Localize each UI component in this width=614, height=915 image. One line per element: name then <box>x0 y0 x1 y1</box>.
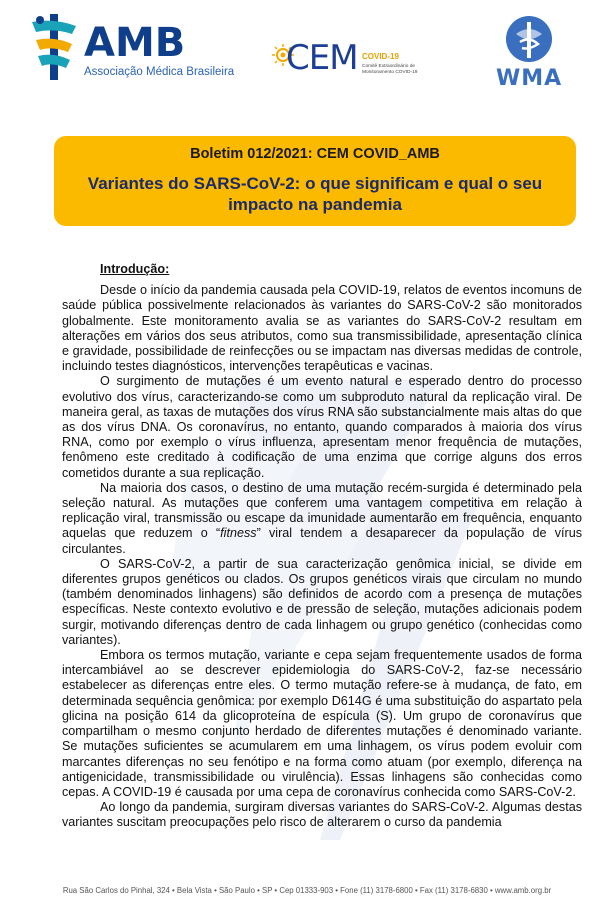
title-banner <box>54 136 576 226</box>
paragraph-6: Ao longo da pandemia, surgiram diversas variantes do SARS-CoV-2. Algumas destas variantes suscitam preocupações pelo risco de alterarem o curso da pandemia <box>62 800 582 830</box>
cem-committee-text: Comitê Extraordinário de Monitoramento COVID-19 <box>362 64 418 75</box>
amb-logo <box>28 14 235 94</box>
amb-name: AMB <box>84 20 186 66</box>
paragraph-3-text-b: ” viral tendem a desaparecer da população de vírus circulantes. <box>62 526 582 556</box>
cem-logo <box>272 36 422 96</box>
wma-logo <box>494 14 566 94</box>
paragraph-1: Desde o início da pandemia causada pela COVID-19, relatos de eventos incomuns de saúde pública possivelmente relacionados às variantes do SARS-CoV-2 são monitorados globalmente. Este monitoramento avalia se as variantes do SARS-CoV-2 resultam em alterações em vários dos seus atributos, como sua transmissibilidade, apresentação clínica e gravidade, possibilidade de reinfecções ou se impactam nas diversas medidas de controle, incluindo testes diagnósticos, intervenções terapêuticas e vacinas. <box>62 283 582 374</box>
wma-name: WMA <box>496 66 563 91</box>
paragraph-3-text-a: Na maioria dos casos, o destino de uma mutação recém-surgida é determinado pela seleção natural. As mutações que conferem uma vantagem competitiva em relação à replicação viral, transmissão ou escape da imunidade aumentarão em frequência, enquanto aquelas que reduzem o “ <box>62 480 582 541</box>
document-body <box>62 262 582 831</box>
footer-address: Rua São Carlos do Pinhal, 324 • Bela Vista • São Paulo • SP • Cep 01333-903 • Fone (11) 3178-6800 • Fax (11) 3178-6830 • www.amb.org.br <box>62 886 552 895</box>
header <box>0 0 614 120</box>
intro-heading: Introdução: <box>100 262 170 276</box>
paragraph-5: Embora os termos mutação, variante e cepa sejam frequentemente usados de forma intercambiável ao se descrever epidemiologia do SARS-CoV-2, faz-se necessário estabelecer as diferenças entre eles. O termo mutação refere-se à mudança, de fato, em determinada sequência genômica: por exemplo D614G é uma substituição do aspartato pela glicina na posição 614 da glicoproteína de espícula (S). Um grupo de coronavírus que compartilham o mesmo conjunto herdado de diferentes mutações é denominado variante. Se mutações suficientes se acumularem em uma linhagem, os vírus podem evoluir com marcantes diferenças no seu fenótipo e na forma como atuam (por exemplo, diferença na antigenicidade, transmissibilidade ou virulência). Essas linhagens são conhecidas como cepas. A COVID-19 é causada por uma cepa de coronavírus conhecida como SARS-CoV-2. <box>62 648 582 799</box>
paragraph-4: O SARS-CoV-2, a partir de sua caracterização genômica inicial, se divide em diferentes grupos genéticos ou clados. Os grupos genéticos virais que circulam no mundo (também denominados linhagens) são definidos de acordo com a presença de mutações específicas. Neste contexto evolutivo e de pressão de seleção, mutações adicionais podem surgir, motivando diferenças dentro de cada linhagem ou grupo genético (conhecidas como variantes). <box>62 556 582 647</box>
document-title: Variantes do SARS-CoV-2: o que significam e qual o seu impacto na pandemia <box>87 174 543 214</box>
amb-caduceus-icon <box>28 14 80 80</box>
paragraph-3-italic: fitness <box>220 526 257 541</box>
wma-emblem-icon <box>504 14 554 64</box>
paragraph-3 <box>62 481 582 557</box>
paragraph-2: O surgimento de mutações é um evento natural e esperado dentro do processo evolutivo dos vírus, caracterizando-se como um subproduto natural da replicação viral. De maneira geral, as taxas de mutações dos vírus RNA são substancialmente mais altas do que as dos vírus DNA. Os coronavírus, no entanto, quando comparados à maioria dos vírus RNA, como por exemplo o vírus influenza, apresentam menor frequência de mutações, fenômeno este creditado à codificação de uma enzima que corrige alguns dos erros cometidos durante a sua replicação. <box>62 374 582 480</box>
cem-name: CEM <box>286 38 358 78</box>
cem-covid-label: COVID-19 <box>362 52 399 61</box>
bulletin-number: Boletim 012/2021: CEM COVID_AMB <box>190 146 440 162</box>
amb-subtitle: Associação Médica Brasileira <box>84 66 235 78</box>
